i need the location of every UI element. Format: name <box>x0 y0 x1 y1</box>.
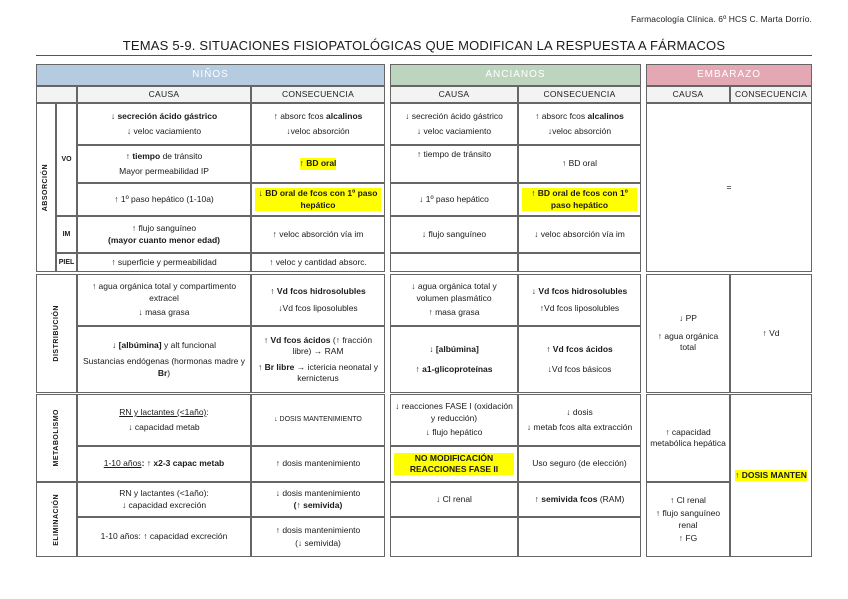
ninos-dist2-consecuencia: ↑ Vd fcos ácidos (↑ fracción libre) → RAM ↑ Br libre → ictericia neonatal y kernicterus <box>251 326 385 393</box>
distribucion-label: DISTRIBUCIÓN <box>36 274 77 393</box>
ninos-dist2-causa: ↓ [albúmina] y alt funcional Sustancias endógenas (hormonas madre y Br) <box>77 326 251 393</box>
ancianos-vo2-consecuencia: ↑ BD oral <box>518 145 641 183</box>
ancianos-dist1-causa: ↓ agua orgánica total y volumen plasmático ↑ masa grasa <box>390 274 518 326</box>
ancianos-im-causa: ↓ flujo sanguíneo <box>390 216 518 253</box>
ancianos-header: ANCIANOS <box>390 64 641 86</box>
ninos-elim1-causa: RN y lactantes (<1año): ↓ capacidad excreción <box>77 482 251 517</box>
embarazo-header: EMBARAZO <box>646 64 812 86</box>
embarazo-elim-causa: ↑ Cl renal ↑ flujo sanguíneo renal ↑ FG <box>646 482 730 557</box>
ancianos-piel-consecuencia <box>518 253 641 272</box>
ninos-piel-causa: ↑ superficie y permeabilidad <box>77 253 251 272</box>
embarazo-consecuencia-header: CONSECUENCIA <box>730 86 812 103</box>
ninos-im-causa: ↑ flujo sanguíneo (mayor cuanto menor edad) <box>77 216 251 253</box>
ninos-vo2-causa: ↑ tiempo de tránsito Mayor permeabilidad IP <box>77 145 251 183</box>
ninos-met1-consecuencia: ↓ DOSIS MANTENIMIENTO <box>251 394 385 446</box>
ancianos-causa-header: CAUSA <box>390 86 518 103</box>
embarazo-absorcion-merged: = <box>646 103 812 272</box>
ancianos-dist2-causa: ↓ [albúmina] ↑ a1-glicoproteínas <box>390 326 518 393</box>
embarazo-dist-causa: ↓ PP ↑ agua orgánica total <box>646 274 730 393</box>
page-title: TEMAS 5-9. SITUACIONES FISIOPATOLÓGICAS QUE MODIFICAN LA RESPUESTA A FÁRMACOS <box>122 38 726 53</box>
ancianos-vo1-causa: ↓ secreción ácido gástrico ↓ veloc vaciamiento <box>390 103 518 145</box>
ninos-consecuencia-header: CONSECUENCIA <box>251 86 385 103</box>
eliminacion-label: ELIMINACIÓN <box>36 482 77 557</box>
ninos-vo3-consecuencia: ↓ BD oral de fcos con 1º paso hepático <box>251 183 385 216</box>
ancianos-elim2-causa <box>390 517 518 557</box>
vo-label: VO <box>56 103 77 216</box>
im-label: IM <box>56 216 77 253</box>
ninos-elim2-consecuencia: ↑ dosis mantenimiento (↓ semivida) <box>251 517 385 557</box>
ancianos-elim1-causa: ↓ Cl renal <box>390 482 518 517</box>
author-header: Farmacología Clínica. 6º HCS C. Marta Dorrío. <box>631 14 812 24</box>
embarazo-causa-header: CAUSA <box>646 86 730 103</box>
ninos-piel-consecuencia: ↑ veloc y cantidad absorc. <box>251 253 385 272</box>
ninos-vo1-causa: ↓ secreción ácido gástrico ↓ veloc vaciamiento <box>77 103 251 145</box>
ancianos-met2-causa: NO MODIFICACIÓN REACCIONES FASE II <box>390 446 518 482</box>
embarazo-dist-consecuencia: ↑ Vd <box>730 274 812 393</box>
ninos-header: NIÑOS <box>36 64 385 86</box>
embarazo-metelim-consecuencia: ↑ DOSIS MANTEN <box>730 394 812 557</box>
ninos-vo3-causa: ↑ 1º paso hepático (1-10a) <box>77 183 251 216</box>
ninos-met2-consecuencia: ↑ dosis mantenimiento <box>251 446 385 482</box>
ninos-causa-header: CAUSA <box>77 86 251 103</box>
title-divider <box>36 55 812 56</box>
embarazo-met-causa: ↑ capacidad metabólica hepática <box>646 394 730 482</box>
ancianos-dist2-consecuencia: ↑ Vd fcos ácidos ↓Vd fcos básicos <box>518 326 641 393</box>
row-label-header <box>36 86 77 103</box>
ancianos-vo3-causa: ↓ 1º paso hepático <box>390 183 518 216</box>
ancianos-dist1-consecuencia: ↓ Vd fcos hidrosolubles ↑Vd fcos liposolubles <box>518 274 641 326</box>
ancianos-elim2-consecuencia <box>518 517 641 557</box>
ninos-met2-causa: 1-10 años: ↑ x2-3 capac metab <box>77 446 251 482</box>
ancianos-piel-causa <box>390 253 518 272</box>
ancianos-vo1-consecuencia: ↑ absorc fcos alcalinos ↓veloc absorción <box>518 103 641 145</box>
ninos-elim1-consecuencia: ↓ dosis mantenimiento (↑ semivida) <box>251 482 385 517</box>
ancianos-met1-consecuencia: ↓ dosis ↓ metab fcos alta extracción <box>518 394 641 446</box>
ancianos-met2-consecuencia: Uso seguro (de elección) <box>518 446 641 482</box>
ancianos-met1-causa: ↓ reacciones FASE I (oxidación y reducción) ↓ flujo hepático <box>390 394 518 446</box>
ancianos-vo2-causa: ↑ tiempo de tránsito <box>390 145 518 183</box>
ancianos-consecuencia-header: CONSECUENCIA <box>518 86 641 103</box>
ninos-met1-causa: RN y lactantes (<1año): ↓ capacidad metab <box>77 394 251 446</box>
ninos-dist1-causa: ↑ agua orgánica total y compartimento extracel ↓ masa grasa <box>77 274 251 326</box>
ancianos-elim1-consecuencia: ↑ semivida fcos (RAM) <box>518 482 641 517</box>
ancianos-im-consecuencia: ↓ veloc absorción vía im <box>518 216 641 253</box>
ancianos-vo3-consecuencia: ↑ BD oral de fcos con 1º paso hepático <box>518 183 641 216</box>
metabolismo-label: METABOLISMO <box>36 394 77 482</box>
ninos-vo1-consecuencia: ↑ absorc fcos alcalinos ↓veloc absorción <box>251 103 385 145</box>
ninos-im-consecuencia: ↑ veloc absorción vía im <box>251 216 385 253</box>
ninos-vo2-consecuencia: ↑ BD oral <box>251 145 385 183</box>
absorcion-label: ABSORCIÓN <box>36 103 56 272</box>
piel-label: PIEL <box>56 253 77 272</box>
ninos-dist1-consecuencia: ↑ Vd fcos hidrosolubles ↓Vd fcos liposolubles <box>251 274 385 326</box>
ninos-elim2-causa: 1-10 años: ↑ capacidad excreción <box>77 517 251 557</box>
